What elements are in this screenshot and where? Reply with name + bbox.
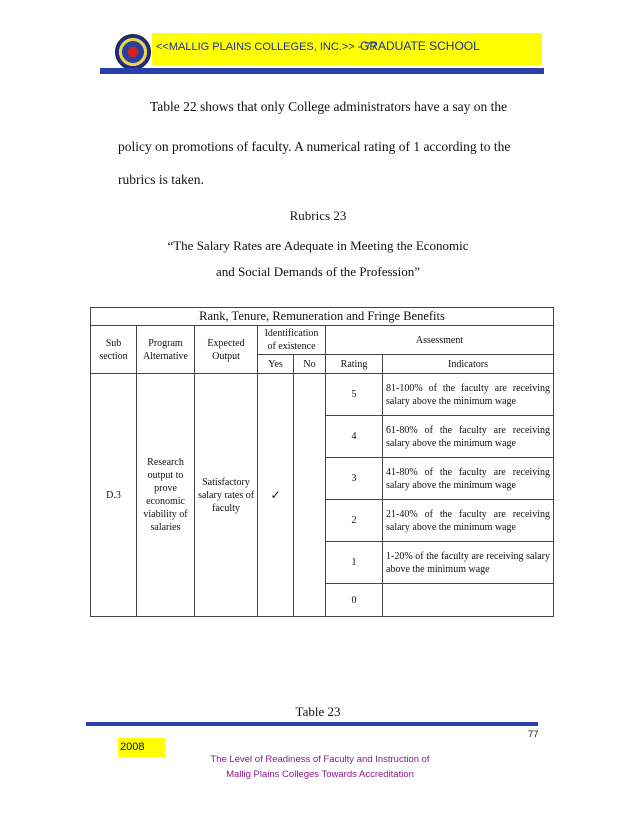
- cell-rating: 4: [326, 416, 383, 458]
- footer-title: [190, 752, 450, 782]
- cell-rating: 1: [326, 542, 383, 584]
- header-rating: Rating: [326, 355, 383, 374]
- cell-rating: 2: [326, 500, 383, 542]
- cell-indicator: 21-40% of the faculty are receiving salary above the minimum wage: [383, 500, 554, 542]
- header-yes: Yes: [258, 355, 294, 374]
- cell-expected: Satisfactory salary rates of faculty: [195, 374, 258, 617]
- rubric-title-line-1: “The Salary Rates are Adequate in Meeting the Economic: [167, 238, 469, 253]
- cell-indicator: 1-20% of the faculty are receiving salary above the minimum wage: [383, 542, 554, 584]
- paragraph-line-3: rubrics is taken.: [118, 172, 204, 187]
- check-icon: ✓: [258, 374, 294, 617]
- rubric-table: [90, 307, 554, 617]
- header-bar: [152, 33, 542, 65]
- cell-subsection: D.3: [91, 374, 137, 617]
- header-program: Program Alternative: [137, 326, 195, 374]
- rubric-label: Rubrics 23: [289, 208, 347, 223]
- cell-indicator: 61-80% of the faculty are receiving salary above the minimum wage: [383, 416, 554, 458]
- header-school: GRADUATE SCHOOL: [360, 39, 480, 53]
- footer-rule: [86, 722, 538, 726]
- header-assessment: Assessment: [326, 326, 554, 355]
- header-rule: [100, 68, 544, 74]
- paragraph-line-2: policy on promotions of faculty. A numerical rating of 1 according to the: [118, 139, 511, 154]
- table-row: [91, 374, 554, 416]
- cell-rating: 3: [326, 458, 383, 500]
- footer-title-line-2: Mallig Plains Colleges Towards Accreditation: [226, 769, 414, 780]
- header-identification: Identification of existence: [258, 326, 326, 355]
- cell-program: Research output to prove economic viability of salaries: [137, 374, 195, 617]
- header-sub-section: Sub section: [91, 326, 137, 374]
- cell-indicator: [383, 584, 554, 617]
- page-number: 77: [528, 729, 539, 740]
- header-college: <<MALLIG PLAINS COLLEGES, INC.>> - 77 -: [156, 41, 384, 53]
- cell-rating: 0: [326, 584, 383, 617]
- table-title: Rank, Tenure, Remuneration and Fringe Benefits: [91, 308, 554, 326]
- table-caption: Table 23: [295, 704, 341, 719]
- cell-indicator: 41-80% of the faculty are receiving salary above the minimum wage: [383, 458, 554, 500]
- college-logo: [115, 34, 151, 70]
- header-expected: Expected Output: [195, 326, 258, 374]
- header-indicators: Indicators: [383, 355, 554, 374]
- cell-rating: 5: [326, 374, 383, 416]
- paragraph-line-1: Table 22 shows that only College administrators have a say on the: [150, 99, 508, 114]
- footer-year: 2008: [118, 738, 165, 757]
- cell-no: [294, 374, 326, 617]
- rubric-title-line-2: and Social Demands of the Profession”: [216, 264, 420, 279]
- header-no: No: [294, 355, 326, 374]
- footer-title-line-1: The Level of Readiness of Faculty and Instruction of: [210, 754, 430, 765]
- cell-indicator: 81-100% of the faculty are receiving salary above the minimum wage: [383, 374, 554, 416]
